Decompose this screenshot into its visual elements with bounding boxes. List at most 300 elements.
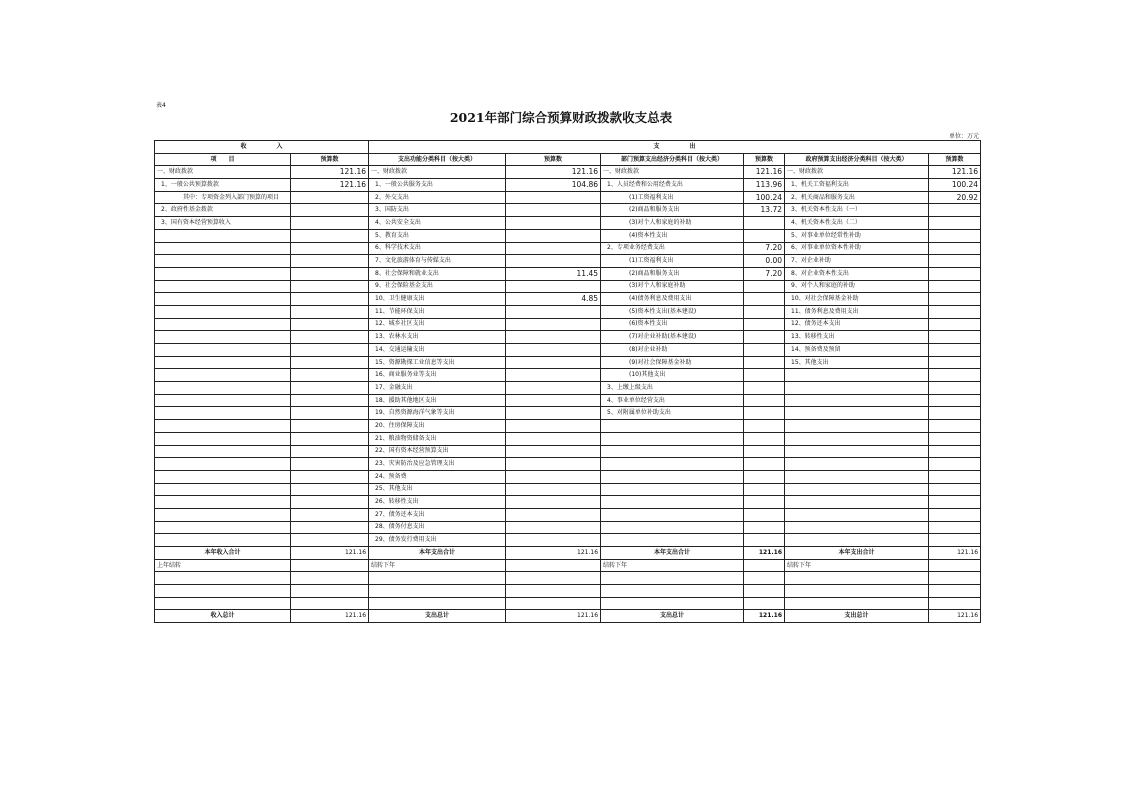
- gov-econ-budget: [929, 229, 981, 242]
- table-row: [155, 394, 981, 407]
- dept-econ-item: [601, 496, 744, 509]
- income-budget: [291, 470, 369, 483]
- table-row: [155, 204, 981, 217]
- func-item: 3、国防支出: [369, 204, 506, 217]
- func-item: 9、社会保险基金支出: [369, 280, 506, 293]
- table-row: [155, 508, 981, 521]
- year-expense-value: 121.16: [744, 547, 785, 560]
- income-item: 2、政府性基金拨款: [155, 204, 291, 217]
- func-item: 15、资源勘探工业信息等支出: [369, 356, 506, 369]
- income-item: [155, 331, 291, 344]
- income-budget: [291, 356, 369, 369]
- dept-econ-budget: 121.16: [744, 166, 785, 179]
- income-item: [155, 280, 291, 293]
- func-item: 29、债务发行费用支出: [369, 534, 506, 547]
- income-budget: 121.16: [291, 179, 369, 192]
- dept-econ-budget: [744, 280, 785, 293]
- gov-econ-item: 11、债务利息及费用支出: [785, 305, 929, 318]
- year-total-row: [155, 547, 981, 560]
- income-item: 其中：专项资金列入部门预算的项目: [155, 191, 291, 204]
- dept-econ-budget: 7.20: [744, 242, 785, 255]
- gov-econ-budget: [929, 534, 981, 547]
- dept-econ-item: [601, 445, 744, 458]
- year-expense-label: 本年支出合计: [369, 547, 506, 560]
- func-item: 1、一般公共服务支出: [369, 179, 506, 192]
- dept-econ-budget: 13.72: [744, 204, 785, 217]
- func-item: 20、住房保障支出: [369, 420, 506, 433]
- gov-econ-item: 一、财政拨款: [785, 166, 929, 179]
- gov-econ-budget: [929, 407, 981, 420]
- dept-econ-budget: [744, 394, 785, 407]
- func-budget: [506, 191, 601, 204]
- dept-econ-budget: [744, 217, 785, 230]
- gov-econ-item: [785, 432, 929, 445]
- income-budget: [291, 496, 369, 509]
- table-row: [155, 458, 981, 471]
- func-item: 10、卫生健康支出: [369, 293, 506, 306]
- grand-expense-label: 支出总计: [369, 610, 506, 623]
- page-title: 2021年部门综合预算财政拨款收支总表: [449, 110, 673, 125]
- gov-econ-budget: [929, 521, 981, 534]
- income-budget: 121.16: [291, 166, 369, 179]
- gov-econ-item: 4、机关资本性支出（二）: [785, 217, 929, 230]
- income-item: [155, 458, 291, 471]
- dept-econ-item: (9)对社会保障基金补助: [601, 356, 744, 369]
- income-budget: [291, 204, 369, 217]
- gov-econ-budget: [929, 280, 981, 293]
- dept-econ-item: 一、财政拨款: [601, 166, 744, 179]
- func-budget: [506, 318, 601, 331]
- func-item: 7、文化旅游体育与传媒支出: [369, 255, 506, 268]
- gov-econ-budget: 121.16: [929, 166, 981, 179]
- income-budget: [291, 407, 369, 420]
- income-item: [155, 407, 291, 420]
- dept-econ-budget: [744, 458, 785, 471]
- income-budget: [291, 280, 369, 293]
- col-budget: 预算数: [744, 153, 785, 166]
- table-row: [155, 344, 981, 357]
- dept-econ-budget: [744, 356, 785, 369]
- func-item: 4、公共安全支出: [369, 217, 506, 230]
- income-item: [155, 318, 291, 331]
- gov-econ-budget: [929, 305, 981, 318]
- carry-in-label: 上年结转: [155, 559, 291, 572]
- income-item: [155, 369, 291, 382]
- income-budget: [291, 458, 369, 471]
- func-item: 8、社会保障和就业支出: [369, 267, 506, 280]
- dept-econ-item: 1、人员经费和公用经费支出: [601, 179, 744, 192]
- gov-econ-item: 14、预备费及预留: [785, 344, 929, 357]
- func-budget: [506, 508, 601, 521]
- dept-econ-item: (5)资本性支出(基本建设): [601, 305, 744, 318]
- func-budget: [506, 407, 601, 420]
- income-item: [155, 255, 291, 268]
- col-budget: 预算数: [291, 153, 369, 166]
- income-item: [155, 394, 291, 407]
- func-item: 16、商业服务业等支出: [369, 369, 506, 382]
- dept-econ-item: (3)对个人和家庭补助: [601, 280, 744, 293]
- income-budget: [291, 242, 369, 255]
- dept-econ-item: (10)其他支出: [601, 369, 744, 382]
- func-budget: [506, 382, 601, 395]
- func-budget: 11.45: [506, 267, 601, 280]
- gov-econ-item: 1、机关工资福利支出: [785, 179, 929, 192]
- table-row: [155, 191, 981, 204]
- gov-econ-budget: [929, 293, 981, 306]
- func-item: 17、金融支出: [369, 382, 506, 395]
- col-func: 支出功能分类科目（按大类）: [369, 153, 506, 166]
- income-group-header: 收 入: [155, 141, 369, 154]
- gov-econ-item: 8、对企业资本性支出: [785, 267, 929, 280]
- grand-income-value: 121.16: [291, 610, 369, 623]
- gov-econ-budget: [929, 369, 981, 382]
- table-row: [155, 229, 981, 242]
- gov-econ-item: [785, 508, 929, 521]
- func-budget: 104.86: [506, 179, 601, 192]
- dept-econ-item: [601, 470, 744, 483]
- group-header-row: [155, 141, 981, 154]
- gov-econ-budget: [929, 356, 981, 369]
- income-budget: [291, 267, 369, 280]
- dept-econ-budget: [744, 318, 785, 331]
- dept-econ-item: (6)资本性支出: [601, 318, 744, 331]
- table-number: 表4: [156, 102, 166, 109]
- gov-econ-budget: [929, 496, 981, 509]
- income-item: [155, 242, 291, 255]
- dept-econ-item: [601, 420, 744, 433]
- func-budget: [506, 229, 601, 242]
- gov-econ-budget: [929, 394, 981, 407]
- table-row: [155, 267, 981, 280]
- dept-econ-budget: [744, 382, 785, 395]
- gov-econ-item: [785, 420, 929, 433]
- gov-econ-budget: [929, 255, 981, 268]
- col-budget: 预算数: [929, 153, 981, 166]
- gov-econ-item: [785, 407, 929, 420]
- dept-econ-budget: [744, 534, 785, 547]
- dept-econ-item: (2)商品和服务支出: [601, 267, 744, 280]
- income-budget: [291, 445, 369, 458]
- dept-econ-budget: [744, 508, 785, 521]
- table-row: [155, 496, 981, 509]
- table-row: [155, 382, 981, 395]
- table-row: [155, 280, 981, 293]
- dept-econ-item: (1)工资福利支出: [601, 191, 744, 204]
- gov-econ-budget: [929, 420, 981, 433]
- carry-row: [155, 559, 981, 572]
- dept-econ-budget: [744, 496, 785, 509]
- dept-econ-budget: [744, 483, 785, 496]
- year-income-label: 本年收入合计: [155, 547, 291, 560]
- income-item: [155, 508, 291, 521]
- gov-econ-budget: [929, 204, 981, 217]
- income-item: [155, 432, 291, 445]
- func-item: 5、教育支出: [369, 229, 506, 242]
- dept-econ-budget: [744, 369, 785, 382]
- table-row: [155, 242, 981, 255]
- dept-econ-budget: [744, 407, 785, 420]
- func-item: 19、自然资源海洋气象等支出: [369, 407, 506, 420]
- func-item: 13、农林水支出: [369, 331, 506, 344]
- gov-econ-budget: [929, 217, 981, 230]
- func-item: 22、国有资本经营预算支出: [369, 445, 506, 458]
- table-row: [155, 420, 981, 433]
- func-budget: [506, 483, 601, 496]
- income-budget: [291, 255, 369, 268]
- gov-econ-item: 10、对社会保障基金补助: [785, 293, 929, 306]
- gov-econ-item: [785, 470, 929, 483]
- blank-row: [155, 597, 981, 610]
- budget-table: [154, 140, 981, 623]
- table-row: [155, 255, 981, 268]
- dept-econ-item: (4)资本性支出: [601, 229, 744, 242]
- func-item: 28、债务付息支出: [369, 521, 506, 534]
- dept-econ-budget: 0.00: [744, 255, 785, 268]
- func-budget: [506, 432, 601, 445]
- gov-econ-item: 9、对个人和家庭的补助: [785, 280, 929, 293]
- dept-econ-budget: [744, 470, 785, 483]
- dept-econ-budget: 100.24: [744, 191, 785, 204]
- gov-econ-item: [785, 483, 929, 496]
- carry-out-label: 结转下年: [601, 559, 744, 572]
- func-budget: [506, 344, 601, 357]
- income-item: 1、一般公共预算拨款: [155, 179, 291, 192]
- income-budget: [291, 293, 369, 306]
- table-row: [155, 483, 981, 496]
- table-row: [155, 179, 981, 192]
- func-budget: [506, 305, 601, 318]
- gov-econ-budget: [929, 483, 981, 496]
- dept-econ-budget: [744, 305, 785, 318]
- income-budget: [291, 331, 369, 344]
- gov-econ-item: [785, 394, 929, 407]
- dept-econ-budget: [744, 331, 785, 344]
- gov-econ-budget: 20.92: [929, 191, 981, 204]
- dept-econ-item: [601, 458, 744, 471]
- income-budget: [291, 394, 369, 407]
- gov-econ-item: [785, 369, 929, 382]
- col-item: 项 目: [155, 153, 291, 166]
- gov-econ-item: 5、对事业单位经常性补助: [785, 229, 929, 242]
- income-item: [155, 382, 291, 395]
- func-item: 11、节能环保支出: [369, 305, 506, 318]
- func-item: 14、交通运输支出: [369, 344, 506, 357]
- dept-econ-budget: 113.96: [744, 179, 785, 192]
- dept-econ-item: [601, 534, 744, 547]
- table-row: [155, 331, 981, 344]
- func-item: 一、财政拨款: [369, 166, 506, 179]
- table-row: [155, 534, 981, 547]
- dept-econ-item: (3)对个人和家庭的补助: [601, 217, 744, 230]
- grand-expense-value: 121.16: [506, 610, 601, 623]
- gov-econ-item: [785, 382, 929, 395]
- dept-econ-budget: [744, 432, 785, 445]
- gov-econ-budget: [929, 470, 981, 483]
- income-item: [155, 483, 291, 496]
- year-expense-value: 121.16: [929, 547, 981, 560]
- dept-econ-item: (1)工资福利支出: [601, 255, 744, 268]
- func-budget: [506, 521, 601, 534]
- func-budget: [506, 204, 601, 217]
- expense-group-header: 支 出: [369, 141, 981, 154]
- income-item: [155, 521, 291, 534]
- func-budget: [506, 394, 601, 407]
- dept-econ-item: 4、事业单位经营支出: [601, 394, 744, 407]
- gov-econ-item: 12、债务还本支出: [785, 318, 929, 331]
- dept-econ-budget: 7.20: [744, 267, 785, 280]
- gov-econ-budget: [929, 331, 981, 344]
- table-row: [155, 470, 981, 483]
- col-gov-econ: 政府预算支出经济分类科目（按大类）: [785, 153, 929, 166]
- dept-econ-item: (2)商品和服务支出: [601, 204, 744, 217]
- grand-expense-label: 支出总计: [785, 610, 929, 623]
- gov-econ-item: 6、对事业单位资本性补助: [785, 242, 929, 255]
- income-item: [155, 496, 291, 509]
- dept-econ-item: [601, 432, 744, 445]
- dept-econ-item: (7)对企业补助(基本建设): [601, 331, 744, 344]
- income-budget: [291, 344, 369, 357]
- income-budget: [291, 217, 369, 230]
- gov-econ-budget: [929, 508, 981, 521]
- func-budget: [506, 217, 601, 230]
- dept-econ-budget: [744, 293, 785, 306]
- func-item: 26、转移性支出: [369, 496, 506, 509]
- income-budget: [291, 369, 369, 382]
- income-budget: [291, 305, 369, 318]
- income-item: [155, 534, 291, 547]
- grand-total-row: [155, 610, 981, 623]
- func-budget: [506, 445, 601, 458]
- table-row: [155, 432, 981, 445]
- gov-econ-item: [785, 521, 929, 534]
- income-item: [155, 470, 291, 483]
- gov-econ-item: 3、机关资本性支出（一）: [785, 204, 929, 217]
- income-item: [155, 267, 291, 280]
- dept-econ-budget: [744, 420, 785, 433]
- dept-econ-item: 5、对附属单位补助支出: [601, 407, 744, 420]
- income-budget: [291, 432, 369, 445]
- func-budget: 121.16: [506, 166, 601, 179]
- func-item: 6、科学技术支出: [369, 242, 506, 255]
- income-item: 一、财政拨款: [155, 166, 291, 179]
- year-expense-label: 本年支出合计: [601, 547, 744, 560]
- func-item: 24、预备费: [369, 470, 506, 483]
- grand-expense-label: 支出总计: [601, 610, 744, 623]
- year-income-value: 121.16: [291, 547, 369, 560]
- func-item: 2、外交支出: [369, 191, 506, 204]
- func-item: 25、其他支出: [369, 483, 506, 496]
- func-budget: [506, 369, 601, 382]
- income-item: [155, 293, 291, 306]
- func-budget: [506, 420, 601, 433]
- table-row: [155, 318, 981, 331]
- gov-econ-budget: [929, 344, 981, 357]
- func-budget: [506, 242, 601, 255]
- func-budget: [506, 331, 601, 344]
- func-budget: [506, 356, 601, 369]
- col-dept-econ: 部门预算支出经济分类科目（按大类）: [601, 153, 744, 166]
- gov-econ-budget: [929, 458, 981, 471]
- func-budget: [506, 470, 601, 483]
- table-row: [155, 356, 981, 369]
- income-budget: [291, 420, 369, 433]
- dept-econ-budget: [744, 229, 785, 242]
- carry-out-label: 结转下年: [369, 559, 506, 572]
- income-budget: [291, 382, 369, 395]
- gov-econ-budget: [929, 432, 981, 445]
- func-item: 18、援助其他地区支出: [369, 394, 506, 407]
- blank-row: [155, 572, 981, 585]
- dept-econ-item: (8)对企业补助: [601, 344, 744, 357]
- dept-econ-budget: [744, 445, 785, 458]
- column-header-row: [155, 153, 981, 166]
- year-expense-value: 121.16: [506, 547, 601, 560]
- gov-econ-budget: [929, 242, 981, 255]
- gov-econ-budget: 100.24: [929, 179, 981, 192]
- grand-expense-value: 121.16: [744, 610, 785, 623]
- income-budget: [291, 508, 369, 521]
- income-budget: [291, 318, 369, 331]
- grand-income-label: 收入总计: [155, 610, 291, 623]
- gov-econ-budget: [929, 445, 981, 458]
- table-row: [155, 407, 981, 420]
- gov-econ-item: [785, 445, 929, 458]
- table-row: [155, 521, 981, 534]
- gov-econ-item: 15、其他支出: [785, 356, 929, 369]
- income-item: [155, 420, 291, 433]
- gov-econ-item: [785, 458, 929, 471]
- gov-econ-item: 13、转移性支出: [785, 331, 929, 344]
- income-item: [155, 344, 291, 357]
- grand-expense-value: 121.16: [929, 610, 981, 623]
- dept-econ-item: [601, 483, 744, 496]
- income-budget: [291, 521, 369, 534]
- func-budget: 4.85: [506, 293, 601, 306]
- unit-label: 单位：万元: [948, 133, 979, 140]
- income-item: 3、国有资本经营预算收入: [155, 217, 291, 230]
- gov-econ-item: [785, 496, 929, 509]
- dept-econ-item: 3、上缴上级支出: [601, 382, 744, 395]
- gov-econ-item: [785, 534, 929, 547]
- table-row: [155, 166, 981, 179]
- income-budget: [291, 534, 369, 547]
- func-item: 23、灾害防治及应急管理支出: [369, 458, 506, 471]
- col-budget: 预算数: [506, 153, 601, 166]
- gov-econ-budget: [929, 267, 981, 280]
- func-item: 12、城乡社区支出: [369, 318, 506, 331]
- income-item: [155, 445, 291, 458]
- carry-out-label: 结转下年: [785, 559, 929, 572]
- dept-econ-item: 2、专项业务经费支出: [601, 242, 744, 255]
- func-budget: [506, 458, 601, 471]
- gov-econ-item: 2、机关商品和服务支出: [785, 191, 929, 204]
- dept-econ-item: [601, 521, 744, 534]
- func-budget: [506, 255, 601, 268]
- table-row: [155, 293, 981, 306]
- dept-econ-budget: [744, 521, 785, 534]
- dept-econ-item: (4)债务利息及费用支出: [601, 293, 744, 306]
- year-expense-label: 本年支出合计: [785, 547, 929, 560]
- income-item: [155, 305, 291, 318]
- func-budget: [506, 280, 601, 293]
- func-item: 21、粮油物资储备支出: [369, 432, 506, 445]
- blank-row: [155, 585, 981, 598]
- dept-econ-budget: [744, 344, 785, 357]
- table-row: [155, 445, 981, 458]
- func-budget: [506, 496, 601, 509]
- income-budget: [291, 229, 369, 242]
- income-item: [155, 229, 291, 242]
